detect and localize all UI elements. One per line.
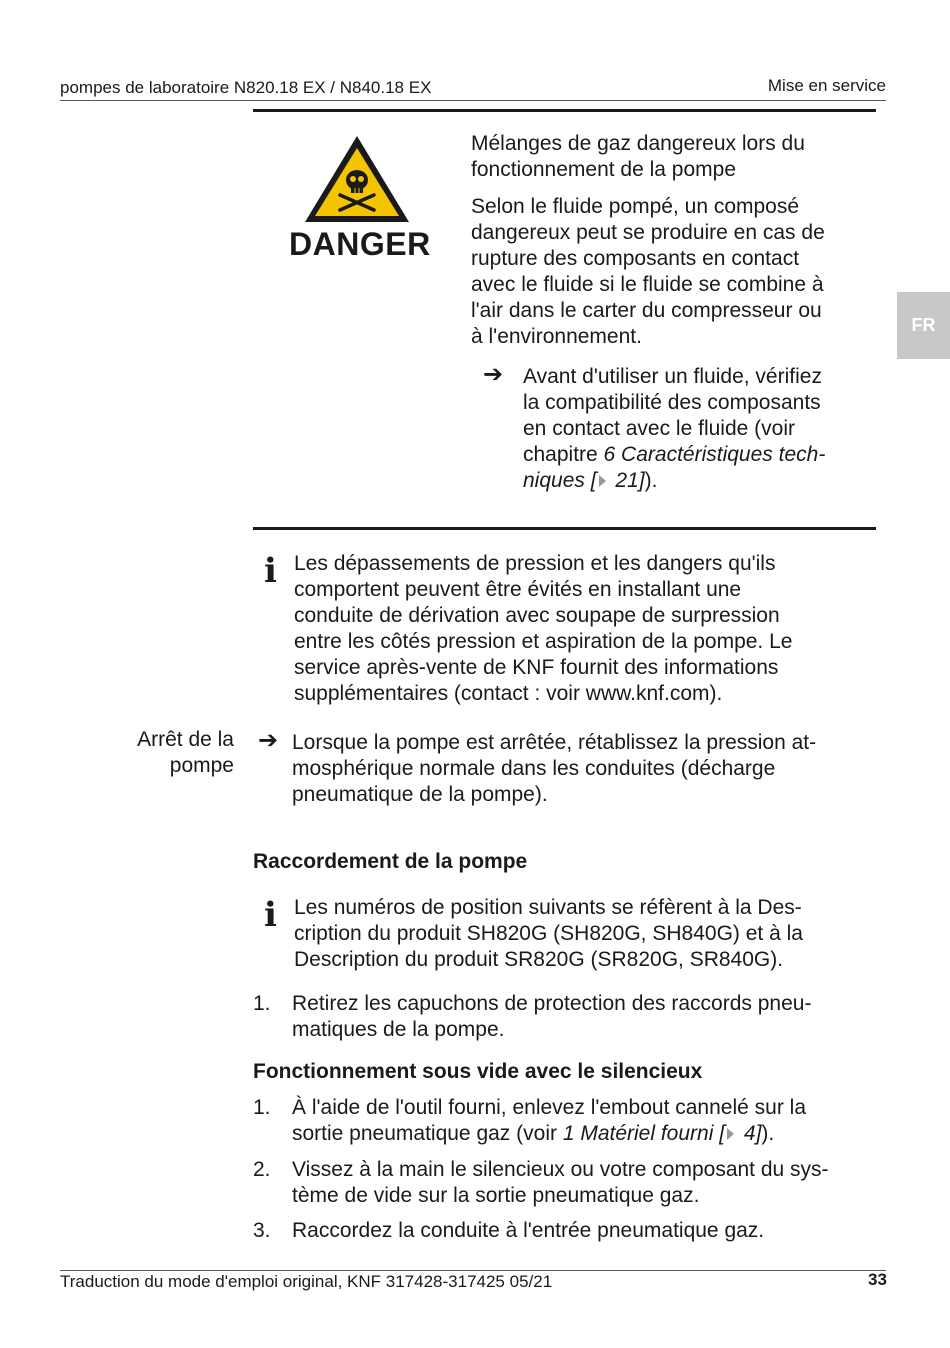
- info-note-positions: [294, 895, 874, 973]
- info-icon: i: [264, 895, 277, 935]
- step-line: tème de vide sur la sortie pneumatique gaz.: [292, 1184, 700, 1207]
- page-pointer-icon: [599, 475, 606, 487]
- danger-description: [471, 194, 871, 350]
- arrow-right-icon: ➔: [483, 361, 504, 388]
- stop-line: mosphérique normale dans les conduites (décharge: [292, 757, 776, 780]
- language-tab: FR: [897, 292, 950, 359]
- margin-label-line: Arrêt de la: [137, 728, 234, 751]
- header-section-title: Mise en service: [767, 76, 886, 95]
- chapter-page-ref[interactable]: 21]: [609, 469, 645, 492]
- vacuum-step-3: [0, 1218, 900, 1248]
- danger-desc-line: l'air dans le carter du compresseur ou: [471, 299, 822, 322]
- danger-signal-word: DANGER: [289, 226, 431, 262]
- danger-action-ref-line: [523, 442, 863, 468]
- info-line: supplémentaires (contact : voir www.knf.com).: [294, 682, 723, 705]
- supplied-material-page-ref[interactable]: 4]: [738, 1122, 762, 1145]
- footer-document-ref: Traduction du mode d'emploi original, KNF 317428-317425 05/21: [60, 1272, 553, 1291]
- danger-action: [523, 364, 863, 494]
- ref-prefix: chapitre: [523, 443, 604, 466]
- step-line: Raccordez la conduite à l'entrée pneumatique gaz.: [292, 1219, 765, 1242]
- info-line: comportent peuvent être évités en installant une: [294, 578, 742, 601]
- info-line: Description du produit SR820G (SR820G, SR840G).: [294, 948, 784, 971]
- connection-step-1: [0, 991, 900, 1051]
- info-line: cription du produit SH820G (SH820G, SH840G) et à la: [294, 922, 803, 945]
- danger-title: [471, 131, 871, 183]
- danger-action-line: Avant d'utiliser un fluide, vérifiez: [523, 365, 822, 388]
- danger-desc-line: rupture des composants en contact: [471, 247, 800, 270]
- danger-desc-line: dangereux peut se produire en cas de: [471, 221, 825, 244]
- supplied-material-link[interactable]: 1 Matériel fourni [: [562, 1122, 726, 1145]
- header-divider: [60, 100, 886, 101]
- danger-action-line: en contact avec le fluide (voir: [523, 417, 795, 440]
- vacuum-step-2: [0, 1157, 900, 1213]
- step-line: Retirez les capuchons de protection des raccords pneu-: [292, 992, 812, 1015]
- danger-desc-line: avec le fluide si le fluide se combine à: [471, 273, 824, 296]
- info-icon: i: [264, 551, 277, 591]
- ref-end: ).: [644, 469, 658, 492]
- step-line-ref: [292, 1121, 882, 1147]
- step-number: 2.: [253, 1158, 271, 1181]
- step-number: 1.: [253, 1096, 271, 1119]
- stop-instruction: [292, 730, 882, 808]
- footer-divider: [60, 1270, 886, 1271]
- danger-desc-line: Selon le fluide pompé, un composé: [471, 195, 800, 218]
- danger-desc-line: à l'environnement.: [471, 325, 642, 348]
- vacuum-step-1: [0, 1095, 900, 1151]
- danger-box-top-rule: [253, 109, 876, 112]
- step-line: Vissez à la main le silencieux ou votre composant du sys-: [292, 1158, 829, 1181]
- step-ref-prefix: sortie pneumatique gaz (voir: [292, 1122, 563, 1145]
- chapter-link-cont[interactable]: niques [: [523, 469, 597, 492]
- danger-box-bottom-rule: [253, 527, 876, 530]
- section-heading-connection: Raccordement de la pompe: [253, 850, 528, 873]
- danger-title-line: fonctionnement de la pompe: [471, 158, 737, 181]
- page-pointer-icon: [727, 1128, 734, 1140]
- danger-action-line: la compatibilité des composants: [523, 391, 821, 414]
- header-document-title: pompes de laboratoire N820.18 EX / N840.18 EX: [60, 78, 432, 97]
- info-line: service après-vente de KNF fournit des informations: [294, 656, 779, 679]
- step-number: 1.: [253, 992, 271, 1015]
- danger-title-line: Mélanges de gaz dangereux lors du: [471, 132, 805, 155]
- margin-label-stop: [60, 727, 234, 779]
- step-line: matiques de la pompe.: [292, 1018, 505, 1041]
- margin-label-line: pompe: [169, 754, 234, 777]
- info-note-bypass: [294, 551, 874, 707]
- step-ref-end: ).: [761, 1122, 775, 1145]
- info-line: entre les côtés pression et aspiration de la pompe. Le: [294, 630, 793, 653]
- info-line: Les numéros de position suivants se réfèrent à la Des-: [294, 896, 802, 919]
- chapter-link[interactable]: 6 Caractéristiques tech-: [603, 443, 826, 466]
- page-number: 33: [868, 1270, 887, 1289]
- stop-line: pneumatique de la pompe).: [292, 783, 548, 806]
- step-number: 3.: [253, 1219, 271, 1242]
- skull-warning-icon: [302, 133, 412, 225]
- info-line: conduite de dérivation avec soupape de surpression: [294, 604, 780, 627]
- step-line: À l'aide de l'outil fourni, enlevez l'embout cannelé sur la: [292, 1096, 806, 1119]
- arrow-right-icon: ➔: [258, 727, 279, 754]
- info-line: Les dépassements de pression et les dangers qu'ils: [294, 552, 776, 575]
- danger-action-ref-line2: [523, 468, 863, 494]
- stop-line: Lorsque la pompe est arrêtée, rétablissez la pression at-: [292, 731, 817, 754]
- section-heading-vacuum: Fonctionnement sous vide avec le silencieux: [253, 1060, 703, 1083]
